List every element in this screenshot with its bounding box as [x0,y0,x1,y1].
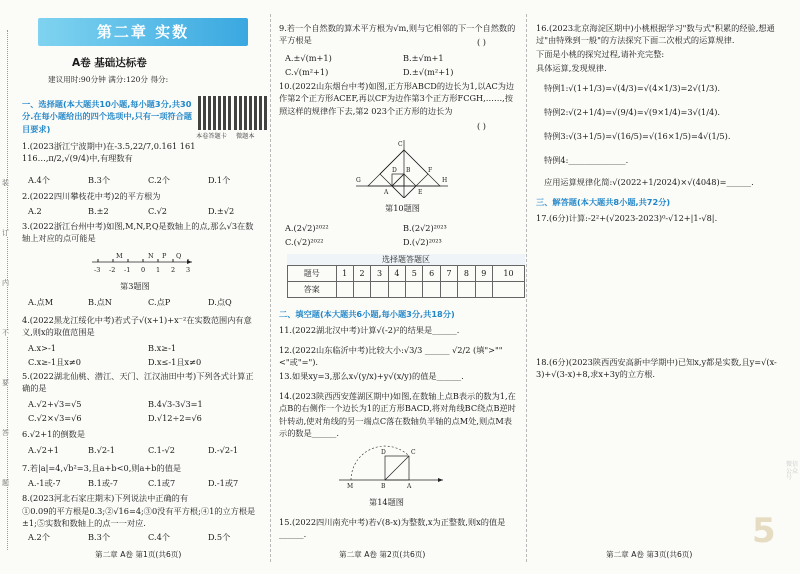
figure-caption: 第3题图 [120,281,150,291]
option: D.(√2)²⁰²³ [403,237,442,247]
option: C.1-√2 [148,445,175,455]
question-16-instruction: 具体运算,发现规律. [536,63,607,73]
option: A.-1或-7 [28,478,61,488]
table-cell: 2 [353,266,370,282]
option: B.点N [88,297,112,307]
option: D.±√(m²+1) [403,67,454,77]
option: A.±√(m+1) [285,53,332,63]
option: D.点Q [208,297,232,307]
table-cell: 题号 [288,266,337,282]
option: B.√2-1 [88,445,116,455]
figure-caption: 第14题图 [369,497,404,507]
question-8-items: ①0.09的平方根是0.3;②√16=4;③0没有平方根;④1的立方根是±1;⑤实数和数轴上的点一一对应. [22,506,256,529]
answer-table-title: 选择题答题区 [287,254,525,266]
column-divider [270,14,271,562]
example-line: 应用运算规律化简:√(2022+1/2024)×√(4048)=______. [544,177,754,187]
option: A.(2√2)²⁰²² [285,223,329,233]
option: B.1或-7 [88,478,118,488]
figure-caption: 第10题图 [385,203,420,213]
answer-paren: ( ) [477,37,486,47]
svg-text:A: A [384,189,389,196]
table-cell: 5 [406,266,423,282]
tick-label: -1 [124,266,131,274]
question-4: 4.(2022黑龙江绥化中考)若式子√(x+1)+x⁻²在实数范围内有意义,则x的取值范围是 [22,315,252,338]
question-13: 13.如果xy=3,那么x√(y/x)+y√(x/y)的值是______. [279,371,464,381]
option: C.√2 [148,206,168,216]
option: B.x≥-1 [148,343,177,353]
page-footer: 第二章 A卷 第3页(共6页) [606,550,693,559]
option: A.x>-1 [28,343,56,353]
svg-text:C: C [398,141,403,148]
question-14: 14.(2023陕西西安莲湖区期中)如图,在数轴上点B表示的数为1,在点B的右侧作一个边长为1的正方形BACD,将对角线BC绕点B逆时针转动,使对角线的另一端点C落在数轴负半轴的点M处,则点M表示的数是______. [279,391,516,438]
svg-text:G: G [356,177,361,184]
svg-text:E: E [418,189,423,196]
watermark-text: 微信公众号 [786,461,799,482]
number-line-figure-14 [337,440,447,494]
question-7: 7.若|a|=4,√b²=3,且a+b<0,则a+b的值是 [22,463,182,473]
question-8: 8.(2023河北石家庄期末)下列说法中正确的有 [22,493,189,503]
answer-cell[interactable] [440,282,457,298]
answer-cell[interactable] [388,282,405,298]
qr-label: 本卷答题卡 [196,133,227,140]
section-title-fill: 二、填空题(本大题共6小题,每小题3分,共18分) [279,309,455,319]
question-9: 9.若一个自然数的算术平方根为√m,则与它相邻的下一个自然数的平方根是 [279,23,516,46]
binding-label: 订 [2,229,9,237]
option: B.3个 [88,532,111,542]
svg-text:C: C [411,449,416,456]
qr-code-answer[interactable] [198,96,232,130]
svg-text:D: D [381,449,386,456]
number-line-figure-3 [88,252,198,278]
option: D.-√2-1 [208,445,239,455]
svg-text:H: H [442,177,448,184]
tick-label: -3 [94,266,101,274]
example-line: 特例1:√(1+1/3)=√(4/3)=√(4×1/3)=2√(1/3). [544,83,721,93]
section-title-choice: 一、选择题(本大题共10小题,每小题3分,共30分.在每小题给出的四个选项中,只有一项符合题目要求) [22,99,192,134]
table-cell: 8 [458,266,475,282]
option: B.(2√2)²⁰²³ [403,223,447,233]
example-line: 特例2:√(2+1/4)=√(9/4)=√(9×1/4)=3√(1/4). [544,107,721,117]
question-15: 15.(2022四川南充中考)若√(8-x)为整数,x为正整数,则x的值是______. [279,517,506,540]
option: A.4个 [28,175,50,185]
svg-text:A: A [407,483,412,490]
option: D.-1或7 [208,478,239,488]
qr-code-micro[interactable] [234,96,268,130]
table-cell: 答案 [288,282,337,298]
option: C.1或7 [148,478,176,488]
question-11: 11.(2022湖北汉中考)计算√(-2)²的结果是______. [279,325,460,335]
option: B.±√m+1 [403,53,444,63]
page-footer: 第二章 A卷 第2页(共6页) [339,550,426,559]
option: D.√12÷2=√6 [148,413,202,423]
question-17: 17.(6分)计算:-2²+(√2023-2023)⁰-√12+|1-√8|. [536,213,718,223]
question-16-instruction: 下面是小桃的探究过程,请补充完整: [536,49,665,59]
tick-label: 2 [171,266,176,274]
answer-cell[interactable] [353,282,370,298]
table-cell: 3 [371,266,388,282]
answer-table [287,265,525,298]
binding-label: 不 [2,329,9,337]
option: A.点M [28,297,54,307]
page-column-1 [0,0,262,574]
binding-label: 答 [2,429,9,437]
option: B.±2 [88,206,109,216]
option: D.x≤-1且x≠0 [148,357,202,367]
qr-label: 微题本 [236,133,255,140]
square-spiral-figure [352,136,452,198]
page-column-3 [528,0,800,574]
binding-strip [0,30,16,550]
question-18: 18.(6分)(2023陕西西安高新中学期中)已知x,y都是实数,且y=√(x-3)+√(3-x)+8,求x+3y的立方根. [536,357,777,380]
answer-cell[interactable] [423,282,440,298]
question-3: 3.(2022浙江台州中考)如图,M,N,P,Q是数轴上的点,那么√3在数轴上对应的点可能是 [22,221,254,244]
chapter-title: 第二章 实数 [96,22,190,41]
point-label: Q [176,252,182,260]
option: C.点P [148,297,171,307]
svg-text:M: M [347,483,354,490]
question-10: 10.(2022山东烟台中考)如图,正方形ABCD的边长为1,以AC为边作第2个正方形ACEF,再以CF为边作第3个正方形FCGH,……,按照这样的规律作下去,第2 023个正方形的边长为 [279,81,515,116]
exam-meta: 建议用时:90分钟 满分:120分 得分: [48,75,169,84]
table-cell: 9 [475,266,492,282]
point-label: N [148,252,154,260]
svg-text:B: B [406,167,411,174]
answer-cell[interactable] [475,282,492,298]
page-footer: 第二章 A卷 第1页(共6页) [95,550,182,559]
option: A.2个 [28,532,50,542]
table-cell: 1 [336,266,353,282]
tick-label: -2 [109,266,116,274]
chapter-banner [38,18,248,46]
column-divider [526,14,527,562]
question-6: 6.√2+1的倒数是 [22,429,86,439]
table-cell: 7 [440,266,457,282]
option: C.√(m²+1) [285,67,329,77]
section-title-solve: 三、解答题(本大题共8小题,共72分) [536,197,671,207]
option: D.1个 [208,175,231,185]
answer-cell[interactable] [336,282,353,298]
tick-label: 3 [186,266,191,274]
answer-cell[interactable] [493,282,525,298]
option: D.±√2 [208,206,235,216]
option: A.2 [28,206,42,216]
option: B.4√3-3√3=1 [148,399,203,409]
example-line: 特例3:√(3+1/5)=√(16/5)=√(16×1/5)=4√(1/5). [544,131,731,141]
page-number-mark: 5 [752,511,776,551]
svg-text:F: F [428,167,433,174]
example-line: 特例4:______________. [544,155,629,165]
paper-title: A卷 基础达标卷 [72,57,147,69]
binding-label: 装 [2,179,9,187]
option: D.5个 [208,532,231,542]
question-2: 2.(2022四川攀枝花中考)2的平方根为 [22,191,161,201]
option: C.2个 [148,175,170,185]
answer-cell[interactable] [371,282,388,298]
binding-label: 要 [2,379,9,387]
point-label: P [162,252,167,260]
svg-text:B: B [381,483,386,490]
option: B.3个 [88,175,111,185]
tick-label: 0 [141,266,146,274]
table-cell: 6 [423,266,440,282]
binding-label: 内 [2,279,9,287]
option: C.√2×√3=√6 [28,413,82,423]
answer-cell[interactable] [406,282,423,298]
binding-label: 题 [2,479,9,487]
option: C.4个 [148,532,170,542]
question-12: 12.(2022山东临沂中考)比较大小:√3/3 ______ √2/2 (填">""<"或"="). [279,345,503,368]
option: C.x≥-1且x≠0 [28,357,81,367]
question-5: 5.(2022湖北仙桃、潜江、天门、江汉油田中考)下列各式计算正确的是 [22,371,254,394]
svg-text:D: D [392,167,397,174]
option: A.√2+√3=√5 [28,399,82,409]
point-label: M [116,252,123,260]
table-cell: 10 [493,266,525,282]
answer-paren: ( ) [477,121,486,131]
option: C.(√2)²⁰²² [285,237,324,247]
question-1: 1.(2023浙江宁波期中)在-3.5,22/7,0.161 161 116…,π/2,√(9/4)中,有理数有 [22,141,196,164]
question-16: 16.(2023北京海淀区期中)小桃根据学习"数与式"积累的经验,想通过"由特殊到一般"的方法探究下面二次根式的运算规律. [536,23,775,46]
table-cell: 4 [388,266,405,282]
answer-cell[interactable] [458,282,475,298]
option: A.√2+1 [28,445,60,455]
tick-label: 1 [156,266,161,274]
